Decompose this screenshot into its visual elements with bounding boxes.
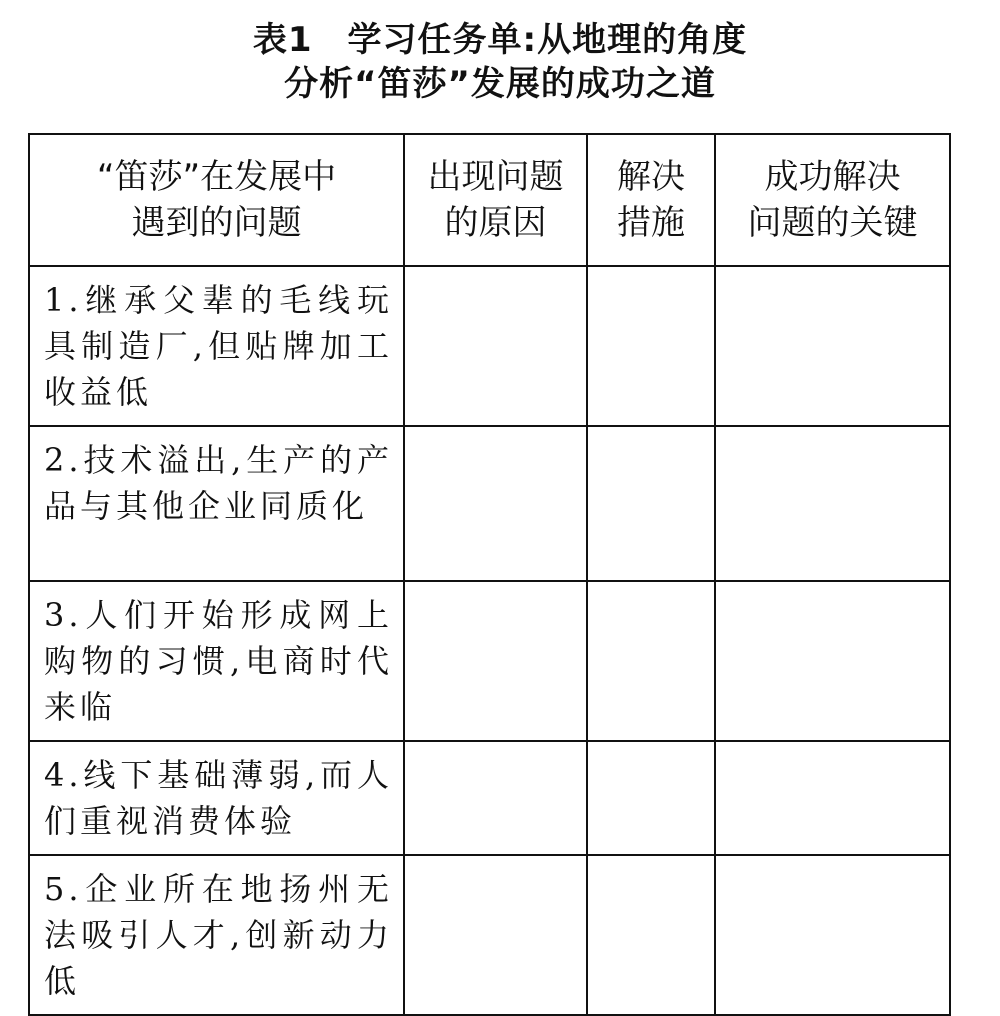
table-title-line-2: 分析“笛莎”发展的成功之道 (284, 64, 716, 104)
header-cause (404, 134, 587, 266)
header-problem-line-2: 遇到的问题 (131, 203, 302, 243)
measure-cell (587, 581, 715, 741)
table-row (29, 266, 950, 426)
problem-cell: 3.人们开始形成网上购物的习惯,电商时代来临 (29, 581, 404, 741)
measure-cell (587, 266, 715, 426)
header-cause-line-2: 的原因 (444, 203, 547, 243)
table-row (29, 581, 950, 741)
header-key-line-2: 问题的关键 (747, 203, 918, 243)
table-title (0, 18, 1000, 106)
cause-cell (404, 426, 587, 581)
key-cell (715, 581, 950, 741)
problem-cell: 4.线下基础薄弱,而人们重视消费体验 (29, 741, 404, 855)
cause-cell (404, 741, 587, 855)
measure-cell (587, 855, 715, 1015)
key-cell (715, 741, 950, 855)
measure-cell (587, 741, 715, 855)
table-row (29, 741, 950, 855)
header-measure-line-2: 措施 (617, 203, 685, 243)
measure-cell (587, 426, 715, 581)
problem-cell: 5.企业所在地扬州无法吸引人才,创新动力低 (29, 855, 404, 1015)
key-cell (715, 855, 950, 1015)
problem-cell: 1.继承父辈的毛线玩具制造厂,但贴牌加工收益低 (29, 266, 404, 426)
header-problem (29, 134, 404, 266)
learning-task-table (28, 133, 951, 1016)
header-key (715, 134, 950, 266)
table-row (29, 426, 950, 581)
header-cause-line-1: 出现问题 (427, 157, 564, 197)
problem-cell: 2.技术溢出,生产的产品与其他企业同质化 (29, 426, 404, 581)
header-measure (587, 134, 715, 266)
cause-cell (404, 855, 587, 1015)
key-cell (715, 266, 950, 426)
cause-cell (404, 266, 587, 426)
header-key-line-1: 成功解决 (764, 157, 901, 197)
header-row (29, 134, 950, 266)
key-cell (715, 426, 950, 581)
table-row (29, 855, 950, 1015)
header-measure-line-1: 解决 (617, 157, 685, 197)
table-title-line-1: 表1 学习任务单:从地理的角度 (252, 20, 748, 60)
cause-cell (404, 581, 587, 741)
header-problem-line-1: “笛莎”在发展中 (96, 157, 337, 197)
